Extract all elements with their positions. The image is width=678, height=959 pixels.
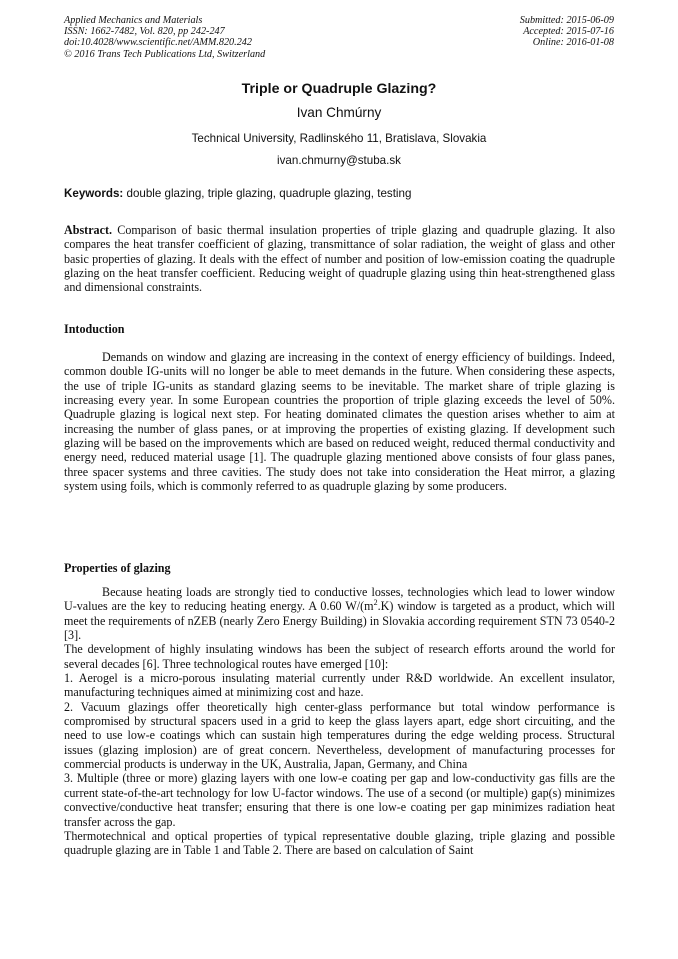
paper-title: Triple or Quadruple Glazing? xyxy=(241,81,437,97)
properties-item-multiple: 3. Multiple (three or more) glazing layers with one low-e coating per gap and low-conductivity gas fills are the current state-of-the-art technology for low U-factor windows. The use of a second (or multiple) gap(s) minimizes convective/conductive heat transfer; ensuring that there is one low-e coating per gap minimizes radiation heat transfer across the gap. xyxy=(64,771,615,829)
properties-paragraph-last: Thermotechnical and optical properties of typical representative double glazing, triple glazing and possible quadruple glazing are in Table 1 and Table 2. There are based on calculation of Saint xyxy=(64,828,615,858)
introduction-heading: Intoduction xyxy=(64,322,125,336)
p1-before: Because heating loads are strongly tied to conductive losses, technologies which lead to lower window U-values are the key to reducing heating energy. A 0.60 W/(m xyxy=(64,585,615,614)
properties-paragraph-1 xyxy=(64,585,615,642)
abstract xyxy=(64,223,615,295)
author-name: Ivan Chmúrny xyxy=(296,105,382,120)
keywords-label: Keywords: xyxy=(64,187,124,200)
properties-paragraph-2: The development of highly insulating windows has been the subject of research efforts around the world for several decades [6]. Three technological routes have emerged [10]: xyxy=(64,642,615,671)
abstract-text: Comparison of basic thermal insulation properties of triple glazing and quadruple glazing. It also compares the heat transfer coefficient of glazing, transmittance of solar radiation, the weight of glass and other basic properties of glazing. It deals with the effect of number and position of low-emission coating the quadruple glazing on the heat transfer coefficient. Reducing weight of quadruple glazing using thin heat-strengthened glass and dimensional constraints. xyxy=(64,223,615,295)
keywords-text: double glazing, triple glazing, quadruple glazing, testing xyxy=(123,187,412,200)
header-right xyxy=(520,15,614,49)
submitted-date: Submitted: 2015-06-09 xyxy=(519,15,614,26)
copyright: © 2016 Trans Tech Publications Ltd, Switzerland xyxy=(64,48,266,60)
accepted-date: Accepted: 2015-07-16 xyxy=(523,26,614,38)
introduction-paragraph: Demands on window and glazing are increasing in the context of energy efficiency of buildings. Indeed, common double IG-units will no longer be able to meet demands in the future. When considering these aspects, the use of triple IG-units as standard glazing seems to be inevitable. The market share of triple glazing is increasing every year. In some European countries the proportion of triple glazing exceeds the level of 50%. Quadruple glazing is logical next step. For heating dominated climates the question arises whether to aim at increasing the number of glass panes, or at improving the properties of existing glazing. If development such glazing will be based on the improvements which are based on reduced weight, reduced thermal conductivity and energy need, reduced material usage [1]. The quadruple glazing mentioned above consists of four glass panes, three spacer systems and three cavities. The study does not take into consideration the Heat mirror, a glazing system using foils, which is commonly referred to as quadruple glazing by some producers. xyxy=(64,350,615,494)
properties-section xyxy=(64,585,615,858)
p1-sup: 2 xyxy=(373,598,378,608)
journal-issn: ISSN: 1662-7482, Vol. 820, pp 242-247 xyxy=(64,26,225,38)
keywords xyxy=(64,187,624,200)
header-left xyxy=(64,15,265,60)
abstract-paragraph xyxy=(64,223,615,295)
introduction-section xyxy=(64,350,615,493)
online-date: Online: 2016-01-08 xyxy=(532,37,614,49)
p1-after: .K) window is targeted as a product, which will meet the requirements of nZEB (nearly Zero Energy Building) in Slovakia according requirement STN 73 0540-2 [3]. xyxy=(64,599,615,643)
properties-item-vacuum: 2. Vacuum glazings offer theoretically high center-glass performance but total window performance is compromised by structural spacers used in a grid to keep the glass layers apart, edge short circuiting, and the need to use low-e coatings which can sustain high temperatures during the edge welding process. Structural issues (glazing implosion) are of great concern. Nevertheless, development of manufacturing processes for commercial products is underway in the UK, Australia, Japan, Germany, and China xyxy=(64,699,615,772)
journal-name: Applied Mechanics and Materials xyxy=(64,15,203,26)
properties-heading: Properties of glazing xyxy=(64,561,171,575)
author-email[interactable]: ivan.chmurny@stuba.sk xyxy=(277,154,401,167)
properties-item-aerogel: 1. Aerogel is a micro-porous insulating material currently under R&D worldwide. An excellent insulator, manufacturing techniques aimed at minimizing cost and haze. xyxy=(64,671,615,700)
author-affiliation: Technical University, Radlinského 11, Bratislava, Slovakia xyxy=(191,132,487,145)
doi-link[interactable]: doi:10.4028/www.scientific.net/AMM.820.242 xyxy=(64,37,252,49)
abstract-label: Abstract. xyxy=(64,223,113,237)
